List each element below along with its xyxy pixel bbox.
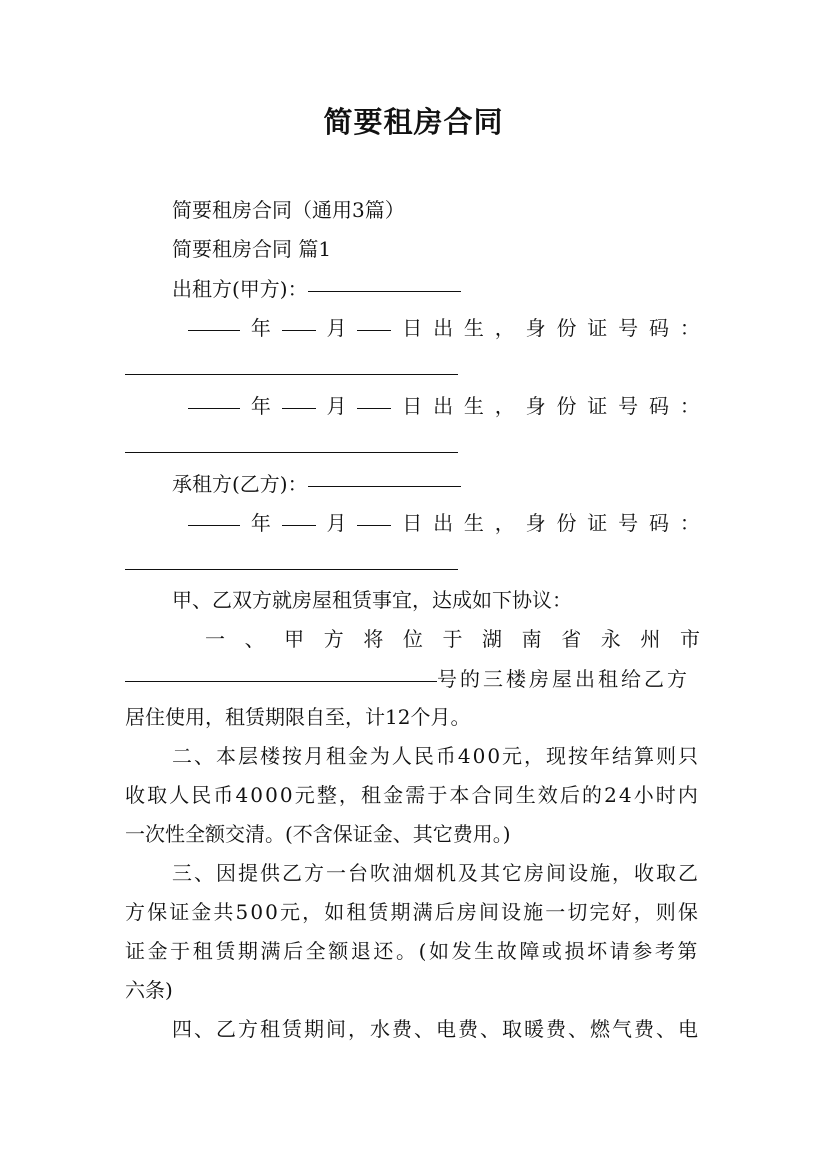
birth-char: 年 [250, 394, 271, 418]
lessee-line [172, 464, 700, 503]
clause-char: 湖 [482, 627, 503, 651]
clause-1-line-1 [205, 620, 700, 659]
birth-char: 月 [326, 316, 347, 340]
lessor-birth-line-1 [188, 308, 700, 347]
birth-char: 份 [556, 316, 577, 340]
lessor-line [172, 269, 700, 308]
birth-char: 日 [402, 394, 423, 418]
clause-1-text: 号的三楼房屋出租给乙方 [437, 667, 690, 691]
month-blank[interactable] [282, 382, 316, 409]
birth-char: ： [679, 511, 700, 535]
birth-char: 码 [648, 394, 669, 418]
day-blank[interactable] [357, 499, 391, 526]
day-blank[interactable] [357, 304, 391, 331]
clause-char: 位 [402, 627, 423, 651]
lessor-birth-line-2 [188, 386, 700, 425]
clause-2-line: 收取人民币4000元整，租金需于本合同生效后的24小时内 [125, 783, 700, 807]
birth-char: 身 [525, 316, 546, 340]
month-blank[interactable] [282, 499, 316, 526]
birth-char: 身 [525, 511, 546, 535]
birth-char: ： [679, 394, 700, 418]
id-number-blank[interactable] [125, 569, 458, 570]
lessor-label: 出租方(甲方)： [172, 277, 308, 301]
birth-char: 身 [525, 394, 546, 418]
birth-char: 生 [463, 316, 484, 340]
birth-char: 码 [648, 511, 669, 535]
birth-char: 月 [326, 511, 347, 535]
month-blank[interactable] [282, 304, 316, 331]
birth-char: 证 [587, 316, 608, 340]
clause-4-line: 四、乙方租赁期间，水费、电费、取暖费、燃气费、电 [172, 1017, 700, 1041]
clause-3-line: 证金于租赁期满后全额退还。(如发生故障或损坏请参考第 [125, 939, 700, 963]
clause-char: 于 [442, 627, 463, 651]
clause-char: 州 [640, 627, 661, 651]
document-subtitle: 简要租房合同（通用3篇） [172, 198, 405, 222]
clause-char: 省 [561, 627, 582, 651]
birth-char: 号 [618, 394, 639, 418]
clause-char: 市 [679, 627, 700, 651]
clause-char: 永 [600, 627, 621, 651]
clause-2-line: 二、本层楼按月租金为人民币400元，现按年结算则只 [172, 744, 700, 768]
year-blank[interactable] [188, 499, 240, 526]
clause-2-line: 一次性全额交清。(不含保证金、其它费用。) [125, 822, 511, 846]
birth-char: 日 [402, 511, 423, 535]
address-blank[interactable] [125, 655, 437, 682]
birth-char: 生 [463, 511, 484, 535]
birth-char: 出 [433, 316, 454, 340]
birth-char: 日 [402, 316, 423, 340]
birth-char: 码 [648, 316, 669, 340]
clause-1-line-2 [125, 659, 700, 698]
birth-char: 号 [618, 511, 639, 535]
clause-3-line: 三、因提供乙方一台吹油烟机及其它房间设施，收取乙 [172, 861, 700, 885]
birth-char: ， [494, 511, 515, 535]
birth-char: ， [494, 316, 515, 340]
clause-char: 一 [205, 627, 225, 651]
lessee-name-blank[interactable] [308, 460, 461, 487]
birth-char: 出 [433, 511, 454, 535]
clause-char: 南 [521, 627, 542, 651]
clause-char: 将 [363, 627, 384, 651]
clause-1-line-3: 居住使用，租赁期限自至，计12个月。 [125, 705, 471, 729]
clause-char: 甲 [284, 627, 305, 651]
day-blank[interactable] [357, 382, 391, 409]
birth-char: 份 [556, 394, 577, 418]
page-title: 简要租房合同 [323, 105, 504, 139]
birth-char: ， [494, 394, 515, 418]
lessee-label: 承租方(乙方)： [172, 472, 308, 496]
lessee-birth-line [188, 503, 700, 542]
birth-char: 年 [250, 316, 271, 340]
clause-3-line: 方保证金共500元，如租赁期满后房间设施一切完好，则保 [125, 900, 700, 924]
clause-char: 方 [323, 627, 344, 651]
birth-char: 月 [326, 394, 347, 418]
agreement-intro: 甲、乙双方就房屋租赁事宜，达成如下协议： [172, 588, 572, 612]
section-heading: 简要租房合同 篇1 [172, 237, 332, 261]
id-number-blank[interactable] [125, 374, 458, 375]
birth-char: ： [679, 316, 700, 340]
birth-char: 年 [250, 511, 271, 535]
year-blank[interactable] [188, 382, 240, 409]
birth-char: 号 [618, 316, 639, 340]
year-blank[interactable] [188, 304, 240, 331]
birth-char: 出 [433, 394, 454, 418]
birth-char: 份 [556, 511, 577, 535]
id-number-blank[interactable] [125, 452, 458, 453]
birth-char: 证 [587, 511, 608, 535]
birth-char: 证 [587, 394, 608, 418]
clause-3-line: 六条) [125, 978, 173, 1002]
clause-char: 、 [244, 627, 265, 651]
lessor-name-blank[interactable] [308, 265, 461, 292]
birth-char: 生 [463, 394, 484, 418]
